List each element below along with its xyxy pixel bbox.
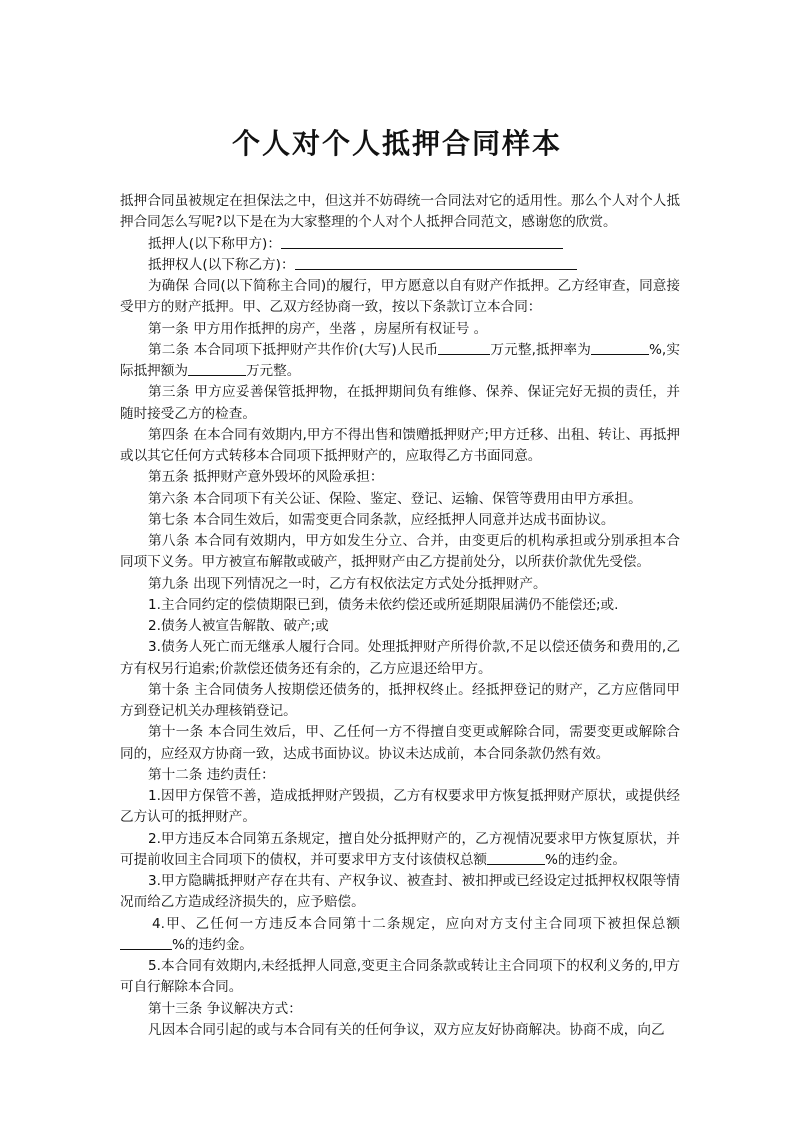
article-10: 第十条 主合同债务人按期偿还债务的，抵押权终止。经抵押登记的财产，乙方应偕同甲方到登记机关办理核销登记。 <box>120 681 680 719</box>
document-body <box>120 191 680 1041</box>
article-3: 第三条 甲方应妥善保管抵押物，在抵押期间负有维修、保养、保证完好无损的责任，并随时接受乙方的检查。 <box>120 384 680 422</box>
article-9-item-1: 1.主合同约定的偿债期限已到，债务未依约偿还或所延期限届满仍不能偿还;或. <box>148 596 619 613</box>
article-12-item-5: 5.本合同有效期内,未经抵押人同意,变更主合同条款或转让主合同项下的权利义务的,甲方可自行解除本合同。 <box>120 958 680 996</box>
article-2 <box>120 340 680 383</box>
article-6: 第六条 本合同项下有关公证、保险、鉴定、登记、运输、保管等费用由甲方承担。 <box>148 490 642 507</box>
guarantee-penalty-blank <box>120 935 172 950</box>
article-4: 第四条 在本合同有效期内,甲方不得出售和馈赠抵押财产;甲方迁移、出租、转让、再抵押或以其它任何方式转移本合同项下抵押财产的，应取得乙方书面同意。 <box>120 426 680 464</box>
article-12-item-2-part-a: 2.甲方违反本合同第五条规定，擅自处分抵押财产的，乙方视情况要求甲方恢复原状，并可提前收回主合同项下的债权，并可要求甲方支付该债权总额 <box>120 830 680 868</box>
article-2-part-c: %,实际抵押额为 <box>120 341 680 379</box>
article-2-part-a: 第二条 本合同项下抵押财产共作价(大写)人民币 <box>148 341 439 358</box>
article-9-item-2: 2.债务人被宣告解散、破产;或 <box>148 618 329 634</box>
mortgagee-blank <box>295 255 577 270</box>
article-13: 第十三条 争议解决方式： <box>148 1000 302 1017</box>
article-1: 第一条 甲方用作抵押的房产，坐落 ，房屋所有权证号 。 <box>148 320 488 337</box>
article-12-item-3: 3.甲方隐瞒抵押财产存在共有、产权争议、被查封、被扣押或已经设定过抵押权权限等情况而给乙方造成经济损失的，应予赔偿。 <box>120 873 680 911</box>
mortgagor-blank <box>281 234 563 249</box>
article-2-part-d: 万元整。 <box>245 363 301 379</box>
article-12-item-4 <box>120 914 680 957</box>
article-8: 第八条 本合同有效期内，甲方如发生分立、合并，由变更后的机构承担或分别承担本合同项下义务。甲方被宣布解散或破产，抵押财产由乙方提前处分，以所获价款优先受偿。 <box>120 533 680 571</box>
article-12-item-2-part-b: %的违约金。 <box>545 851 626 868</box>
document-title: 个人对个人抵押合同样本 <box>231 127 562 160</box>
article-5: 第五条 抵押财产意外毁坏的风险承担： <box>148 469 384 486</box>
mortgagee-line <box>120 255 680 276</box>
mortgagee-label: 抵押权人(以下称乙方)： <box>148 256 295 273</box>
article-7: 第七条 本合同生效后，如需变更合同条款，应经抵押人同意并达成书面协议。 <box>148 511 615 528</box>
preamble-paragraph: 为确保 合同(以下简称主合同)的履行，甲方愿意以自有财产作抵押。乙方经审查，同意接受甲方的财产抵押。甲、乙双方经协商一致，按以下条款订立本合同： <box>120 278 680 316</box>
article-12-item-4-part-b: %的违约金。 <box>172 936 253 953</box>
article-12-item-2 <box>120 829 680 872</box>
actual-amount-blank <box>188 361 246 376</box>
article-13-body: 凡因本合同引起的或与本合同有关的任何争议，双方应友好协商解决。协商不成，向乙 <box>148 1021 665 1038</box>
article-11: 第十一条 本合同生效后，甲、乙任何一方不得擅自变更或解除合同，需要变更或解除合同的，应经双方协商一致，达成书面协议。协议未达成前，本合同条款仍然有效。 <box>120 724 680 762</box>
penalty-rate-blank <box>487 850 545 865</box>
mortgage-rate-blank <box>591 340 649 355</box>
article-9-item-3: 3.债务人死亡而无继承人履行合同。处理抵押财产所得价款,不足以偿还债务和费用的,乙方有权另行追索;价款偿还债务还有余的，乙方应退还给甲方。 <box>120 639 680 677</box>
intro-paragraph: 抵押合同虽被规定在担保法之中，但这并不妨碍统一合同法对它的适用性。那么个人对个人抵押合同怎么写呢?以下是在为大家整理的个人对个人抵押合同范文，感谢您的欣赏。 <box>120 193 680 231</box>
mortgagor-line <box>120 234 680 255</box>
article-12-item-4-part-a: 4.甲、乙任何一方违反本合同第十二条规定，应向对方支付主合同项下被担保总额 <box>152 915 680 932</box>
valuation-blank <box>438 340 490 355</box>
article-9: 第九条 出现下列情况之一时，乙方有权依法定方式处分抵押财产。 <box>148 575 547 592</box>
mortgagor-label: 抵押人(以下称甲方)： <box>148 235 281 252</box>
article-12-item-1: 1.因甲方保管不善，造成抵押财产毁损，乙方有权要求甲方恢复抵押财产原状，或提供经乙方认可的抵押财产。 <box>120 788 680 826</box>
article-12: 第十二条 违约责任： <box>148 766 275 783</box>
article-2-part-b: 万元整,抵押率为 <box>490 341 592 358</box>
